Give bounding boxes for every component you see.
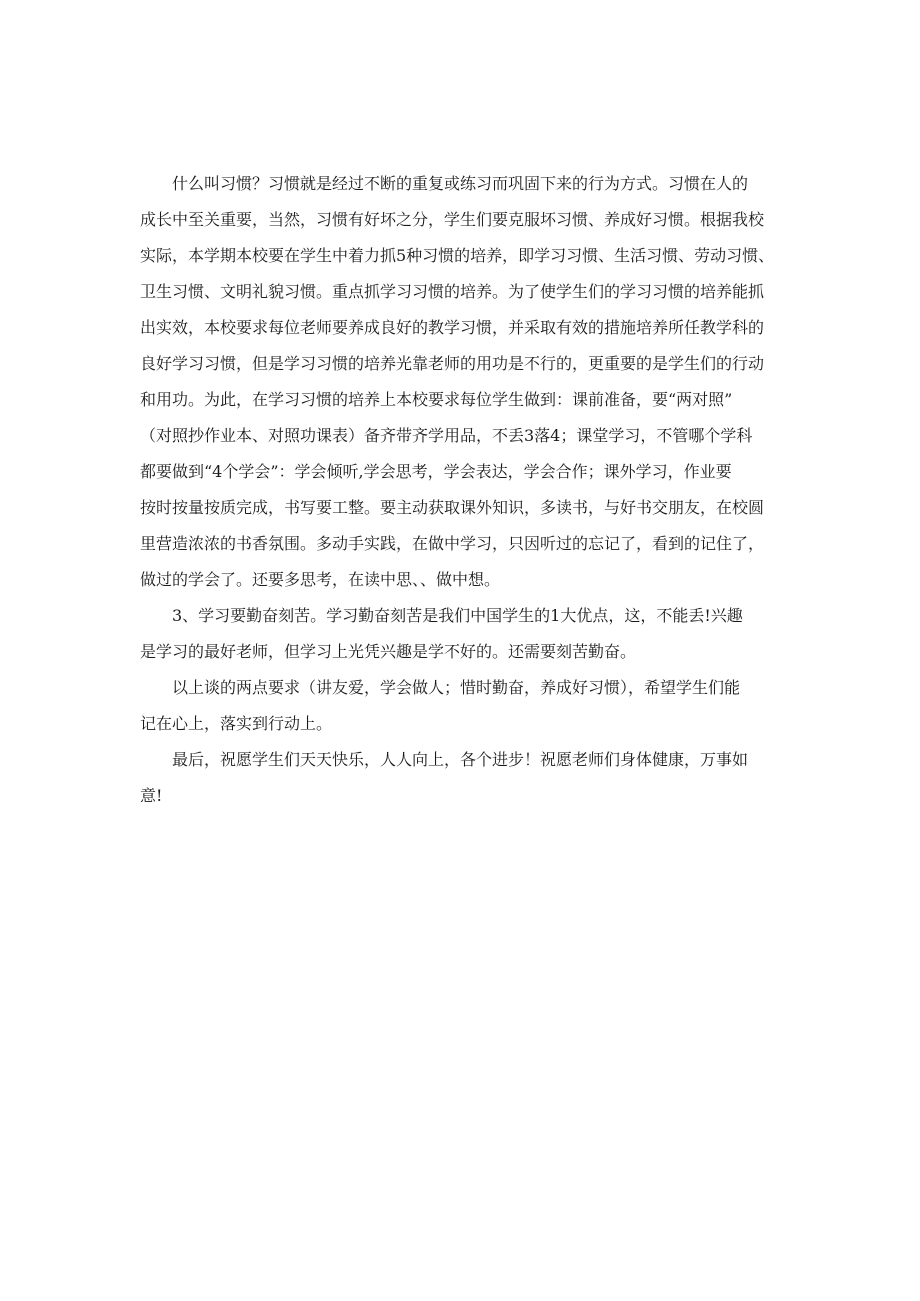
paragraph-closing	[140, 742, 810, 814]
text-line: 按时按量按质完成，书写要工整。要主动获取课外知识，多读书，与好书交朋友，在校圆	[140, 498, 765, 517]
document-body	[140, 166, 810, 814]
text-line: 3、学习要勤奋刻苦。学习勤奋刻苦是我们中国学生的1大优点，这，不能丢!兴趣	[172, 606, 743, 625]
text-line: 良好学习习惯，但是学习习惯的培养光靠老师的用功是不行的，更重要的是学生们的行动	[140, 354, 765, 373]
text-line: 意!	[140, 786, 163, 805]
text-line: （对照抄作业本、对照功课表）备齐带齐学用品，不丢3落4；课堂学习，不管哪个学科	[140, 426, 753, 445]
text-line: 做过的学会了。还要多思考，在读中思、、做中想。	[140, 570, 501, 589]
text-line: 最后，祝愿学生们天天快乐，人人向上，各个进步！祝愿老师们身体健康，万事如	[172, 750, 749, 769]
text-line: 记在心上，落实到行动上。	[140, 714, 333, 733]
text-line: 是学习的最好老师，但学习上光凭兴趣是学不好的。还需要刻苦勤奋。	[140, 642, 637, 661]
text-line: 里营造浓浓的书香氛围。多动手实践，在做中学习，只因听过的忘记了，看到的记住了，	[140, 534, 765, 553]
paragraph-diligence	[140, 598, 810, 670]
paragraph-habits	[140, 166, 810, 598]
text-line: 实际，本学期本校要在学生中着力抓5种习惯的培养，即学习习惯、生活习惯、劳动习惯、	[140, 246, 775, 265]
paragraph-summary	[140, 670, 810, 742]
text-line: 都要做到“4个学会”：学会倾听,学会思考，学会表达，学会合作；课外学习，作业要	[140, 462, 732, 481]
text-line: 卫生习惯、文明礼貌习惯。重点抓学习习惯的培养。为了使学生们的学习习惯的培养能抓	[140, 282, 765, 301]
text-line: 出实效，本校要求每位老师要养成良好的教学习惯，并采取有效的措施培养所任教学科的	[140, 318, 765, 337]
text-line: 成长中至关重要，当然，习惯有好坏之分，学生们要克服坏习惯、养成好习惯。根据我校	[140, 210, 765, 229]
text-line: 什么叫习惯？习惯就是经过不断的重复或练习而巩固下来的行为方式。习惯在人的	[172, 174, 749, 193]
text-line: 和用功。为此，在学习习惯的培养上本校要求每位学生做到：课前准备，要“两对照”	[140, 390, 733, 409]
text-line: 以上谈的两点要求（讲友爱，学会做人；惜时勤奋，养成好习惯），希望学生们能	[172, 678, 741, 697]
